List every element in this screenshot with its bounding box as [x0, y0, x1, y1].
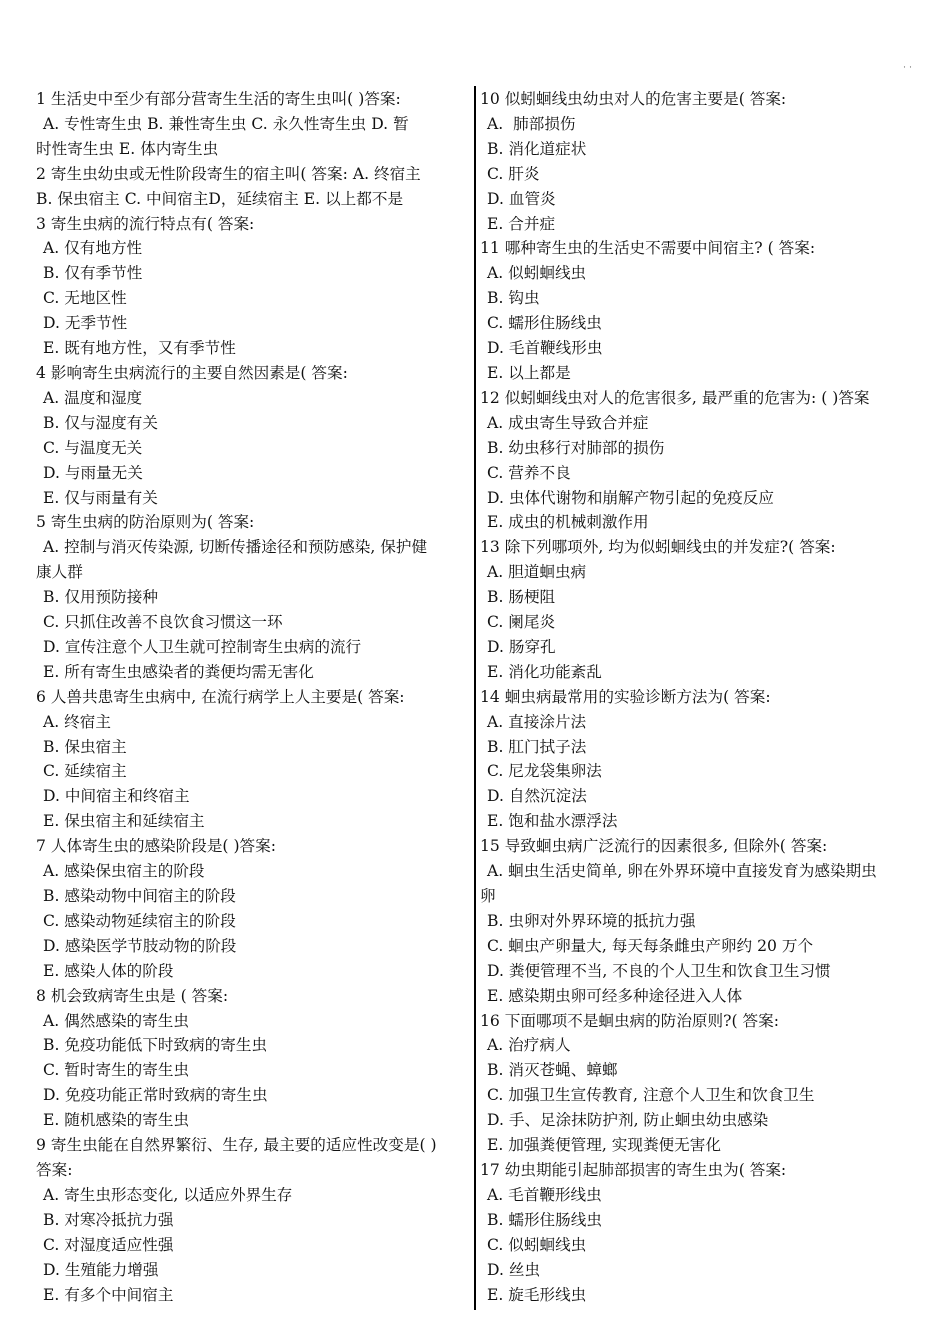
answer-option-line: E. 保虫宿主和延续宿主: [43, 812, 205, 831]
question-text-line: 时性寄生虫 E. 体内寄生虫: [36, 139, 219, 158]
answer-option-line: B. 消灭苍蝇、蟑螂: [487, 1061, 618, 1080]
answer-option-line: A. 控制与消灭传染源, 切断传播途径和预防感染, 保护健: [43, 538, 428, 557]
answer-option-line: E. 成虫的机械刺激作用: [487, 513, 649, 532]
answer-option-line: D. 生殖能力增强: [43, 1260, 159, 1279]
answer-option-line: B. 对寒冷抵抗力强: [43, 1210, 174, 1229]
answer-option-line: A. 肺部损伤: [487, 114, 576, 133]
answer-option-line: E. 感染人体的阶段: [43, 961, 174, 980]
answer-option-line: C. 暂时寄生的寄生虫: [43, 1061, 190, 1080]
question-text-line: 15 导致蛔虫病广泛流行的因素很多, 但除外( 答案:: [480, 837, 828, 856]
answer-option-line: B. 虫卵对外界环境的抵抗力强: [487, 911, 696, 930]
answer-option-line: A. 蛔虫生活史简单, 卵在外界环境中直接发育为感染期虫: [487, 862, 877, 881]
answer-option-line: A. 毛首鞭形线虫: [487, 1185, 602, 1204]
right-question-column: [480, 87, 916, 1307]
left-question-column: [36, 87, 472, 1307]
answer-option-line: D. 宣传注意个人卫生就可控制寄生虫病的流行: [43, 637, 362, 656]
answer-option-line: A. 似蚓蛔线虫: [487, 264, 587, 283]
page-corner-mark: ˙˙: [902, 66, 914, 77]
answer-option-line: B. 免疫功能低下时致病的寄生虫: [43, 1036, 268, 1055]
answer-option-line: C. 阑尾炎: [487, 613, 556, 632]
answer-option-line: C. 只抓住改善不良饮食习惯这一环: [43, 613, 283, 632]
question-text-line: B. 保虫宿主 C. 中间宿主D，延续宿主 E. 以上都不是: [36, 189, 404, 208]
answer-option-line: C. 与温度无关: [43, 438, 143, 457]
question-text-line: 12 似蚓蛔线虫对人的危害很多, 最严重的危害为: ( )答案: [480, 388, 870, 407]
answer-option-line: B. 肛门拭子法: [487, 737, 587, 756]
answer-option-line: D. 肠穿孔: [487, 637, 556, 656]
question-text-line: 卵: [480, 887, 496, 905]
answer-option-line: C. 对湿度适应性强: [43, 1235, 174, 1254]
answer-option-line: C. 无地区性: [43, 289, 127, 308]
answer-option-line: E. 加强粪便管理, 实现粪便无害化: [487, 1136, 721, 1155]
answer-option-line: D. 毛首鞭线形虫: [487, 339, 603, 358]
answer-option-line: D. 虫体代谢物和崩解产物引起的免疫反应: [487, 488, 774, 507]
question-text-line: 8 机会致病寄生虫是 ( 答案:: [36, 986, 229, 1005]
answer-option-line: B. 钩虫: [487, 289, 540, 308]
answer-option-line: E. 旋毛形线虫: [487, 1285, 587, 1304]
answer-option-line: E. 既有地方性，又有季节性: [43, 339, 236, 358]
answer-option-line: A. 终宿主: [43, 712, 111, 731]
answer-option-line: A. 感染保虫宿主的阶段: [43, 862, 205, 881]
answer-option-line: E. 以上都是: [487, 363, 571, 382]
answer-option-line: B. 仅有季节性: [43, 264, 143, 283]
question-text-line: 4 影响寄生虫病流行的主要自然因素是( 答案:: [36, 363, 348, 382]
question-text-line: 2 寄生虫幼虫或无性阶段寄生的宿主叫( 答案: A. 终宿主: [36, 164, 421, 183]
answer-option-line: C. 延续宿主: [43, 762, 127, 781]
answer-option-line: A. 成虫寄生导致合并症: [487, 413, 649, 432]
answer-option-line: A. 温度和湿度: [43, 388, 143, 407]
question-text-line: 16 下面哪项不是蛔虫病的防治原则?( 答案:: [480, 1011, 779, 1030]
answer-option-line: C. 加强卫生宣传教育, 注意个人卫生和饮食卫生: [487, 1086, 815, 1105]
answer-option-line: E. 感染期虫卵可经多种途径进入人体: [487, 986, 743, 1005]
answer-option-line: D. 自然沉淀法: [487, 787, 587, 806]
question-text-line: 答案:: [36, 1160, 73, 1179]
answer-option-line: E. 合并症: [487, 214, 556, 233]
answer-option-line: B. 仅与湿度有关: [43, 413, 158, 432]
question-text-line: 9 寄生虫能在自然界繁衍、生存, 最主要的适应性改变是( ): [36, 1136, 437, 1155]
answer-option-line: E. 仅与雨量有关: [43, 488, 158, 507]
answer-option-line: C. 尼龙袋集卵法: [487, 762, 602, 781]
answer-option-line: E. 所有寄生虫感染者的粪便均需无害化: [43, 662, 314, 681]
answer-option-line: B. 消化道症状: [487, 139, 587, 158]
answer-option-line: E. 随机感染的寄生虫: [43, 1111, 190, 1130]
answer-option-line: A. 寄生虫形态变化, 以适应外界生存: [43, 1185, 293, 1204]
answer-option-line: C. 蛔虫产卵量大, 每天每条雌虫产卵约 20 万个: [487, 936, 814, 955]
answer-option-line: E. 饱和盐水漂浮法: [487, 812, 618, 831]
answer-option-line: E. 消化功能紊乱: [487, 662, 602, 681]
question-text-line: 11 哪种寄生虫的生活史不需要中间宿主? ( 答案:: [480, 239, 816, 258]
answer-option-line: C. 感染动物延续宿主的阶段: [43, 911, 236, 930]
question-text-line: 17 幼虫期能引起肺部损害的寄生虫为( 答案:: [480, 1160, 787, 1179]
question-text-line: 3 寄生虫病的流行特点有( 答案:: [36, 214, 255, 233]
answer-option-line: C. 肝炎: [487, 164, 540, 183]
answer-option-line: C. 蠕形住肠线虫: [487, 314, 602, 333]
answer-option-line: D. 手、足涂抹防护剂, 防止蛔虫幼虫感染: [487, 1111, 769, 1130]
answer-option-line: D. 感染医学节肢动物的阶段: [43, 936, 237, 955]
answer-option-line: A. 仅有地方性: [43, 239, 143, 258]
question-text-line: 7 人体寄生虫的感染阶段是( )答案:: [36, 837, 276, 856]
question-text-line: 10 似蚓蛔线虫幼虫对人的危害主要是( 答案:: [480, 90, 787, 108]
column-divider: [474, 86, 476, 1310]
question-text-line: 14 蛔虫病最常用的实验诊断方法为( 答案:: [480, 687, 771, 706]
answer-option-line: D. 丝虫: [487, 1260, 541, 1279]
answer-option-line: A. 直接涂片法: [487, 712, 587, 731]
answer-option-line: B. 感染动物中间宿主的阶段: [43, 887, 236, 905]
answer-option-line: A. 专性寄生虫 B. 兼性寄生虫 C. 永久性寄生虫 D. 暂: [43, 114, 409, 133]
answer-option-line: B. 肠梗阻: [487, 588, 556, 607]
question-text-line: 1 生活史中至少有部分营寄生生活的寄生虫叫( )答案:: [36, 90, 401, 108]
answer-option-line: A. 治疗病人: [487, 1036, 571, 1055]
question-text-line: 13 除下列哪项外, 均为似蚓蛔线虫的并发症?( 答案:: [480, 538, 836, 557]
answer-option-line: D. 无季节性: [43, 314, 128, 333]
answer-option-line: C. 营养不良: [487, 463, 571, 482]
answer-option-line: B. 保虫宿主: [43, 737, 127, 756]
answer-option-line: A. 偶然感染的寄生虫: [43, 1011, 189, 1030]
answer-option-line: D. 血管炎: [487, 189, 556, 208]
answer-option-line: A. 胆道蛔虫病: [487, 563, 587, 582]
answer-option-line: B. 仅用预防接种: [43, 588, 158, 607]
answer-option-line: B. 幼虫移行对肺部的损伤: [487, 438, 665, 457]
answer-option-line: D. 粪便管理不当, 不良的个人卫生和饮食卫生习惯: [487, 961, 831, 980]
answer-option-line: B. 蠕形住肠线虫: [487, 1210, 602, 1229]
answer-option-line: D. 与雨量无关: [43, 463, 143, 482]
answer-option-line: E. 有多个中间宿主: [43, 1285, 174, 1304]
answer-option-line: D. 中间宿主和终宿主: [43, 787, 190, 806]
answer-option-line: D. 免疫功能正常时致病的寄生虫: [43, 1086, 268, 1105]
question-text-line: 康人群: [36, 563, 83, 582]
answer-option-line: C. 似蚓蛔线虫: [487, 1235, 587, 1254]
question-text-line: 5 寄生虫病的防治原则为( 答案:: [36, 513, 255, 532]
question-text-line: 6 人兽共患寄生虫病中, 在流行病学上人主要是( 答案:: [36, 687, 405, 706]
